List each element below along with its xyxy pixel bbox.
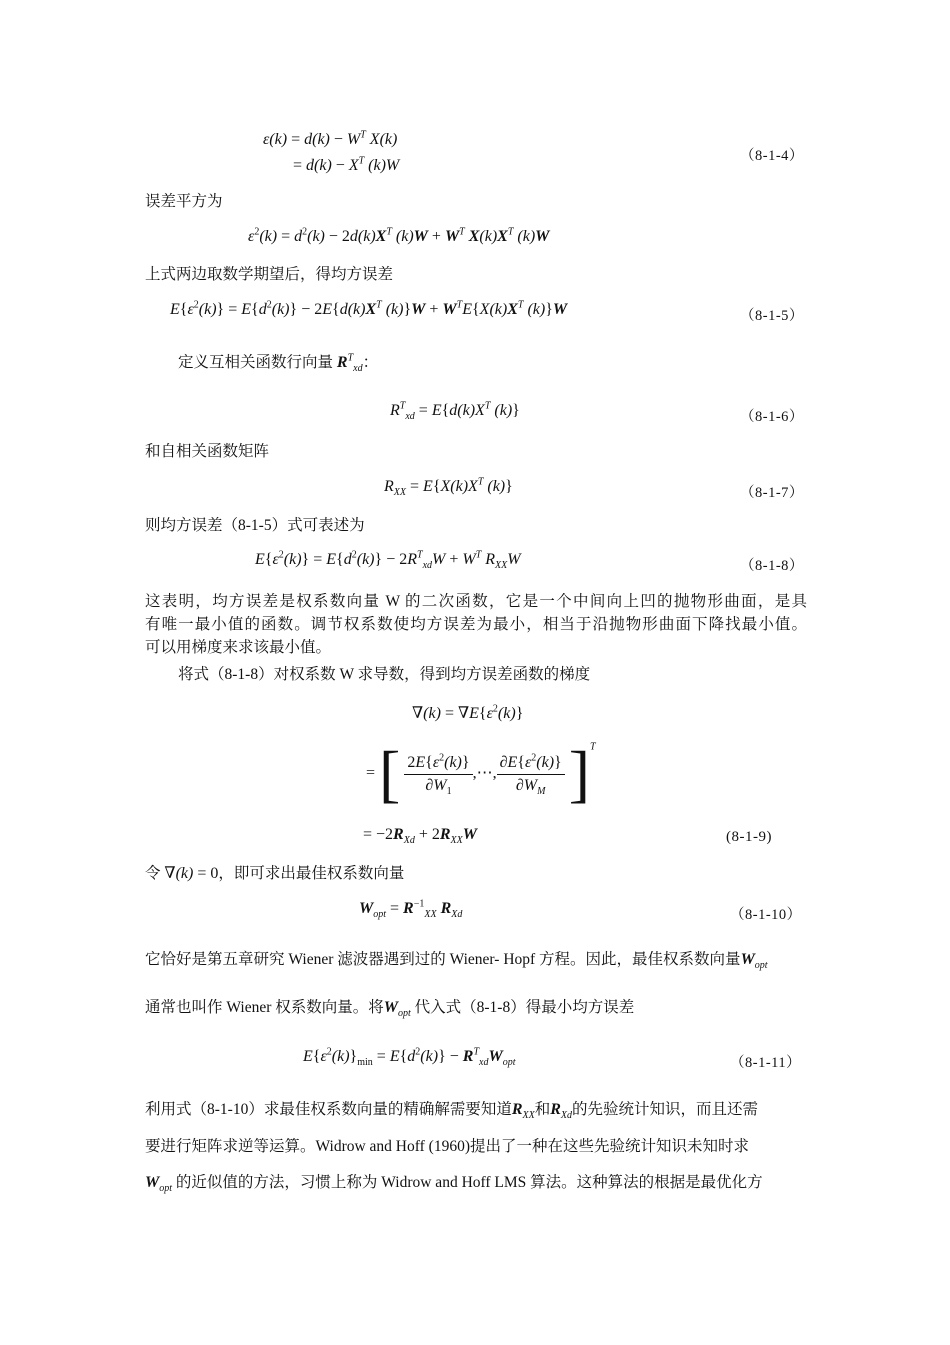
paragraph-3-line-2: 通常也叫作 Wiener 权系数向量。将$W_{opt}$ 代入式（8-1-8）得最小均方误差	[145, 999, 635, 1020]
equation-number-8-1-7: （8-1-7）	[740, 485, 804, 501]
equation-8-1-10: $W_{opt} = R^{-1}_{XX}$ $R_{Xd}$	[359, 898, 463, 921]
paragraph-1-line-1: 这表明，均方误差是权系数向量 W 的二次函数，它是一个中间向上凹的抛物形曲面，是具	[145, 593, 807, 610]
equation-number-8-1-11: （8-1-11）	[730, 1055, 802, 1071]
equation-error-squared: $\varepsilon^2(k) = d^2(k) - 2d(k)X^T$ $(k)W + W^T$ $X(k)X^T$ (k)W	[248, 226, 550, 245]
equation-8-1-9-line2: = [ $\frac{2E\{\varepsilon^2(k)\}}{\partial W_1}$ ,⋯, $\frac{\partial E\{\varepsilon^2(k)\}}{\partial W_M}$ ]$^T$	[366, 738, 596, 809]
paragraph-1-line-3: 可以用梯度来求该最小值。	[145, 639, 332, 656]
text-let-gradient-zero: 令 ∇(k) = 0，即可求出最佳权系数向量	[145, 865, 405, 882]
equation-8-1-4-line1: $\varepsilon(k) = d(k) - W^T$ X(k)	[263, 129, 398, 148]
text-error-square: 误差平方为	[145, 193, 223, 210]
gradient-fraction-last: $\frac{\partial E\{\varepsilon^2(k)\}}{\partial W_M}$	[497, 754, 565, 795]
paragraph-2-line-1: 将式（8-1-8）对权系数 W 求导数，得到均方误差函数的梯度	[178, 666, 591, 683]
equation-number-8-1-6: （8-1-6）	[740, 409, 804, 425]
paragraph-4-line-1: 利用式（8-1-10）求最佳权系数向量的精确解需要知道$R_{XX}$和$R_{Xd}$的先验统计知识，而且还需	[145, 1101, 759, 1122]
paragraph-1-line-2: 有唯一最小值的函数。调节权系数使均方误差为最小，相当于沿抛物形曲面下降找最小值。	[145, 616, 807, 633]
equation-8-1-11: $E\{\varepsilon^2(k)\}_{min} = E\{d^2(k)\} - R^T_{xd}W_{opt}$	[303, 1046, 516, 1069]
text-take-expectation: 上式两边取数学期望后，得均方误差	[145, 266, 394, 283]
paragraph-4-line-3: $W_{opt}$ 的近似值的方法，习惯上称为 Widrow and Hoff LMS 算法。这种算法的根据是最优化方	[145, 1174, 763, 1195]
equation-8-1-5: $E\{\varepsilon^2(k)\} = E\{d^2(k)\} - 2E\{d(k)X^T$ $(k)\}W + W^TE\{X(k)X^T$ (k)}W	[170, 299, 568, 318]
equation-number-8-1-10: （8-1-10）	[730, 907, 802, 923]
equation-number-8-1-4: （8-1-4）	[740, 148, 804, 164]
equation-8-1-7: $R_{XX} = E\{X(k)X^T$ (k)}	[384, 476, 513, 499]
paragraph-4-line-2: 要进行矩阵求逆等运算。Widrow and Hoff (1960)提出了一种在这些先验统计知识未知时求	[145, 1138, 749, 1155]
equation-8-1-6: $R^T_{xd} = E\{d(k)X^T$ (k)}	[390, 400, 520, 423]
equation-number-8-1-5: （8-1-5）	[740, 308, 804, 324]
equation-8-1-4-line2: = $d(k) - X^T$ (k)W	[293, 155, 400, 174]
symbol-gradient-zero: ∇(k) = 0	[164, 865, 219, 882]
equation-number-8-1-9: (8-1-9)	[726, 829, 772, 845]
paragraph-3-line-1: 它恰好是第五章研究 Wiener 滤波器遇到过的 Wiener- Hopf 方程。因此，最佳权系数向量$W_{opt}$	[145, 951, 768, 972]
equation-number-8-1-8: （8-1-8）	[740, 558, 804, 574]
symbol-rxd: $R_{Xd}$	[550, 1101, 573, 1122]
gradient-fraction-first: $\frac{2E\{\varepsilon^2(k)\}}{\partial W_1}$	[404, 754, 472, 795]
text-then-mse: 则均方误差（8-1-5）式可表述为	[145, 517, 365, 534]
text-and-autocorr: 和自相关函数矩阵	[145, 443, 270, 460]
symbol-wopt: $W_{opt}$	[740, 951, 768, 972]
equation-8-1-9-line3: = $-2R_{Xd} + 2R_{XX}W$	[363, 826, 477, 847]
equation-8-1-9-line1: $\nabla(k) = \nabla E\{\varepsilon^2(k)\}$	[412, 703, 524, 722]
symbol-wopt: $W_{opt}$	[383, 999, 411, 1020]
symbol-wopt: $W_{opt}$	[145, 1174, 173, 1195]
symbol-rxx: $R_{XX}$	[511, 1101, 535, 1122]
text-define-cross: 定义互相关函数行向量 $R^T_{xd}$：	[178, 352, 379, 375]
symbol-rxd-transpose: $R^T_{xd}$	[336, 352, 363, 375]
equation-8-1-8: $E\{\varepsilon^2(k)\} = E\{d^2(k)\} - 2R^T_{xd}W + W^T$ $R_{XX}W$	[255, 549, 521, 572]
